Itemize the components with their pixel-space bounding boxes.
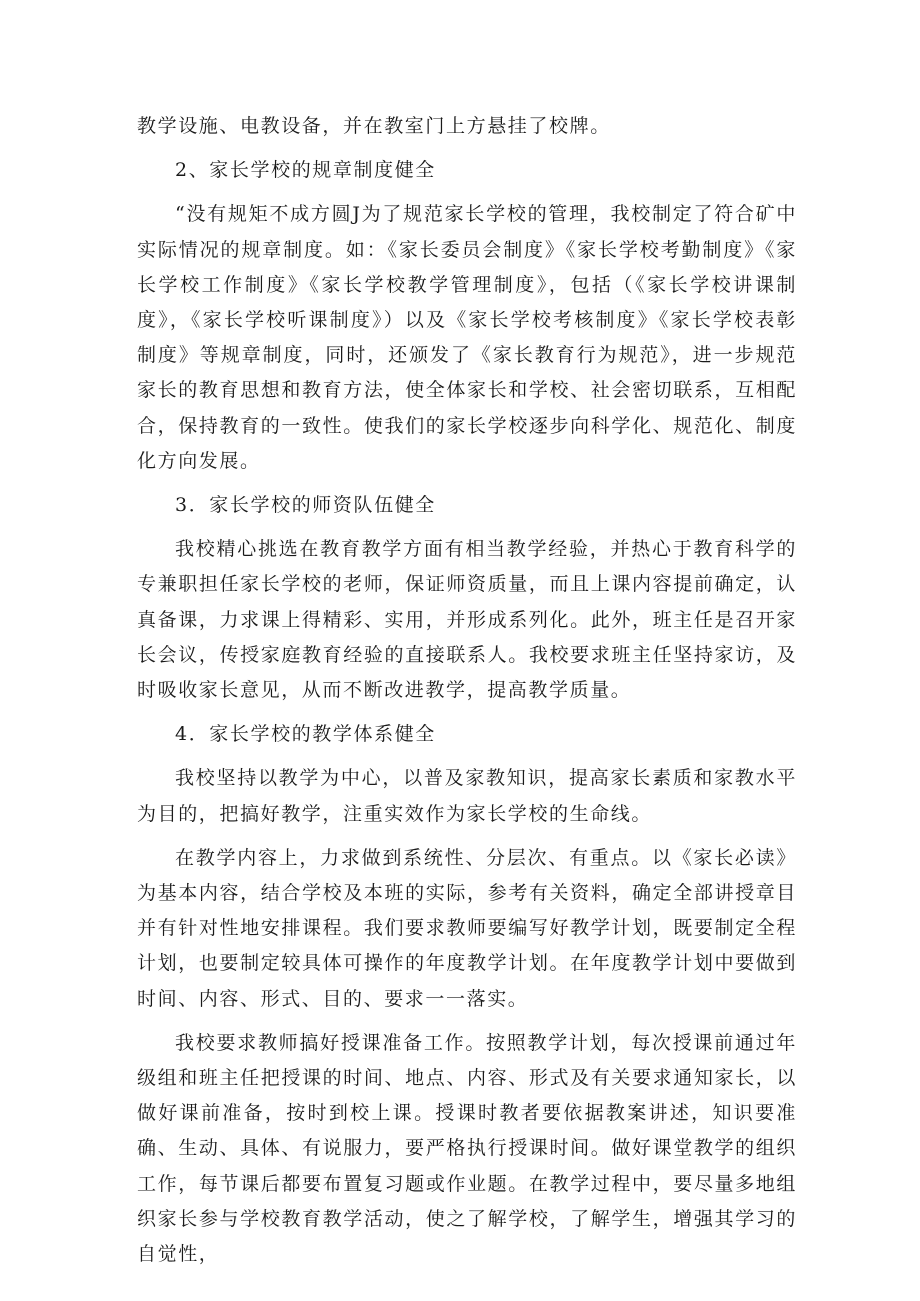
paragraph-gap [137,752,797,761]
paragraph-gap [137,144,797,153]
paragraph-gap [137,479,797,488]
paragraph-teachers: 我校精心挑选在教育教学方面有相当教学经验，并热心于教育科学的专兼职担任家长学校的老师，保证师资质量，而且上课内容提前确定，认真备课，力求课上得精彩、实用，并形成系列化。此外，班主任是召开家长会议，传授家庭教育经验的直接联系人。我校要求班主任坚持家访，及时吸收家长意见，从而不断改进教学，提高教学质量。 [137,538,797,702]
paragraph-gap [137,708,797,717]
paragraph-lesson-prep: 我校要求教师搞好授课准备工作。按照教学计划，每次授课前通过年级组和班主任把授课的时间、地点、内容、形式及有关要求通知家长，以做好课前准备，按时到校上课。授课时教者要依据教案讲述，知识要准确、生动、具体、有说服力，要严格执行授课时间。做好课堂教学的组织工作，每节课后都要布置复习题或作业题。在教学过程中，要尽量多地组织家长参与学校教育教学活动，使之了解学校，了解学生，增强其学习的自觉性， [137,1031,797,1266]
section-heading-4: 4．家长学校的教学体系健全 [175,723,436,746]
paragraph-gap [137,832,797,841]
section-heading-3: 3．家长学校的师资队伍健全 [175,494,436,517]
section-heading-2: 2、家长学校的规章制度健全 [175,159,436,182]
paragraph-gap [137,188,797,197]
paragraph-continuation: 教学设施、电教设备，并在教室门上方悬挂了校牌。 [137,115,611,137]
paragraph-teaching-content: 在教学内容上，力求做到系统性、分层次、有重点。以《家长必读》为基本内容，结合学校及本班的实际，参考有关资料，确定全部讲授章目并有针对性地安排课程。我们要求教师要编写好教学计划，既要制定全程计划，也要制定较具体可操作的年度教学计划。在年度教学计划中要做到时间、内容、形式、目的、要求一一落实。 [137,846,797,1010]
paragraph-teaching-center: 我校坚持以教学为中心，以普及家教知识，提高家长素质和家教水平为目的，把搞好教学，注重实效作为家长学校的生命线。 [137,767,797,825]
document-body [137,109,797,1272]
paragraph-gap [137,523,797,532]
paragraph-gap [137,1017,797,1026]
paragraph-rules: “没有规矩不成方圆J为了规范家长学校的管理，我校制定了符合矿中实际情况的规章制度。如：《家长委员会制度》《家长学校考勤制度》《家长学校工作制度》《家长学校教学管理制度》，包括（《家长学校讲课制度》，《家长学校听课制度》）以及《家长学校考核制度》《家长学校表彰制度》等规章制度，同时，还颁发了《家长教育行为规范》，进一步规范家长的教育思想和教育方法，使全体家长和学校、社会密切联系，互相配合，保持教育的一致性。使我们的家长学校逐步向科学化、规范化、制度化方向发展。 [137,203,797,472]
